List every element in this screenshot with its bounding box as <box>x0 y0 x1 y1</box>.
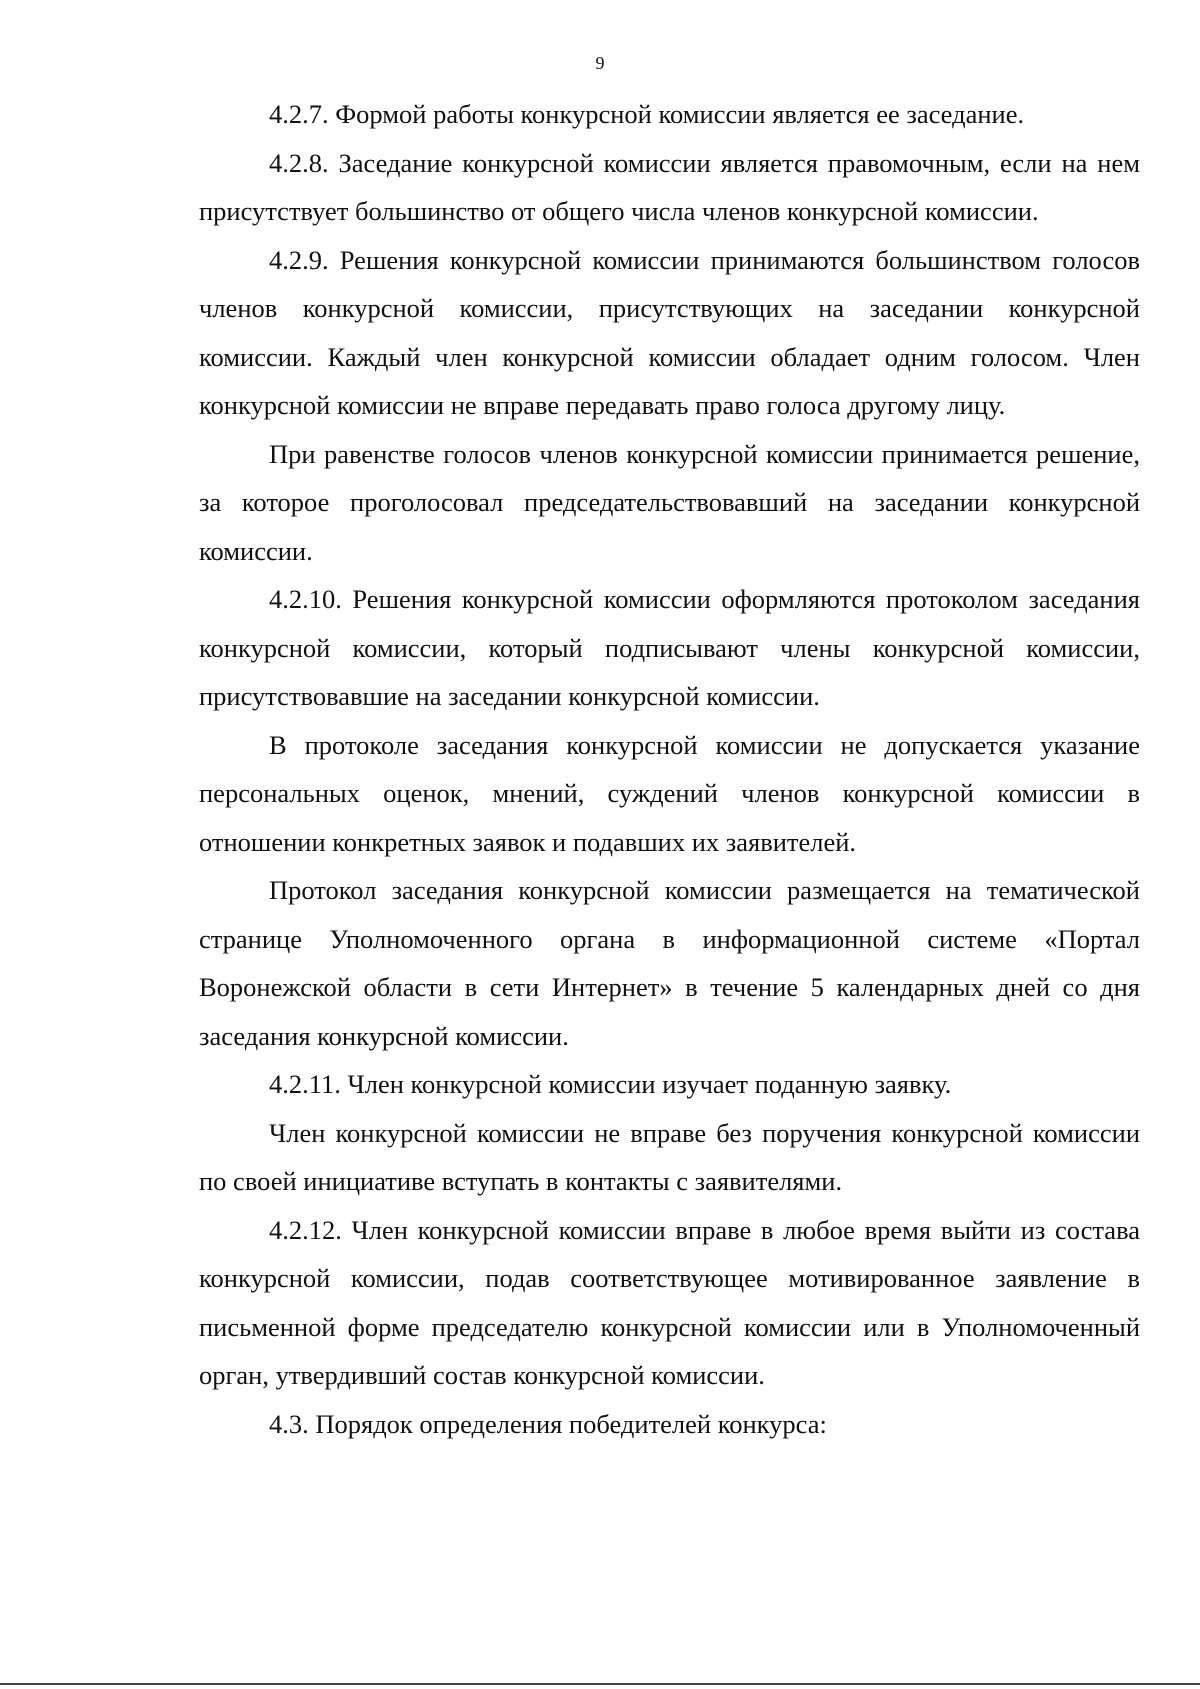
paragraph-4-3-heading: 4.3. Порядок определения победителей конкурса: <box>269 1408 827 1439</box>
paragraph-no-contact: Член конкурсной комиссии не вправе без поручения конкурсной комиссии по своей инициативе вступать в контакты с заявителями. <box>199 1117 1140 1196</box>
page-number: 9 <box>595 53 605 73</box>
paragraph-tie-vote: При равенстве голосов членов конкурсной комиссии принимается решение, за которое проголосовал председательствовавший на заседании конкурсной комиссии. <box>199 438 1140 566</box>
paragraph-4-2-11: 4.2.11. Член конкурсной комиссии изучает поданную заявку. <box>269 1069 952 1099</box>
paragraph-4-2-9: 4.2.9. Решения конкурсной комиссии принимаются большинством голосов членов конкурсной комиссии, присутствующих на заседании конкурсной комиссии. Каждый член конкурсной комиссии обладает одним голосом. Член конкурсной комиссии не вправе передавать право голоса другому лицу. <box>199 244 1140 420</box>
paragraph-4-2-8: 4.2.8. Заседание конкурсной комиссии является правомочным, если на нем присутствует большинство от общего числа членов конкурсной комиссии. <box>199 147 1140 226</box>
document-body <box>199 90 1140 1448</box>
paragraph-protocol-restrictions: В протоколе заседания конкурсной комиссии не допускается указание персональных оценок, мнений, суждений членов конкурсной комиссии в отношении конкретных заявок и подавших их заявителей. <box>199 729 1140 857</box>
paragraph-4-2-10: 4.2.10. Решения конкурсной комиссии оформляются протоколом заседания конкурсной комиссии, который подписывают члены конкурсной комиссии, присутствовавшие на заседании конкурсной комиссии. <box>199 584 1140 711</box>
paragraph-protocol-publication: Протокол заседания конкурсной комиссии размещается на тематической странице Уполномоченного органа в информационной системе «Портал Воронежской области в сети Интернет» в течение 5 календарных дней со дня заседания конкурсной комиссии. <box>199 875 1140 1051</box>
paragraph-4-2-7: 4.2.7. Формой работы конкурсной комиссии является ее заседание. <box>269 99 1025 129</box>
page-bottom-rule <box>0 1683 1200 1685</box>
paragraph-4-2-12: 4.2.12. Член конкурсной комиссии вправе в любое время выйти из состава конкурсной комиссии, подав соответствующее мотивированное заявление в письменной форме председателю конкурсной комиссии или в Уполномоченный орган, утвердивший состав конкурсной комиссии. <box>199 1214 1140 1390</box>
